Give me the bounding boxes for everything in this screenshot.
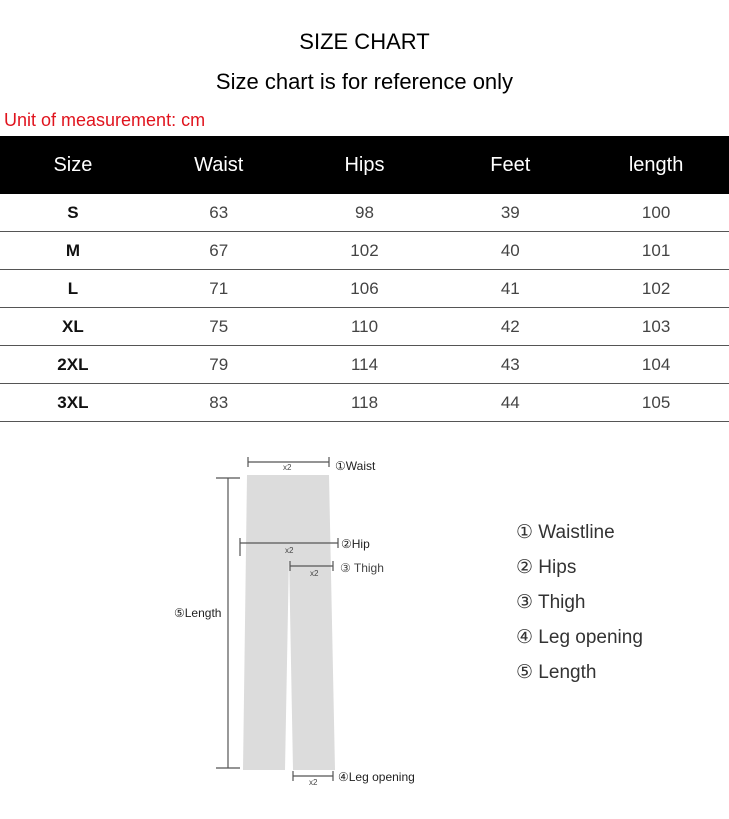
- page-subtitle: Size chart is for reference only: [215, 69, 514, 94]
- cell-hips: 110: [292, 308, 438, 346]
- header-feet: Feet: [437, 136, 583, 194]
- waist-label: ①Waist: [335, 459, 376, 473]
- cell-length: 104: [583, 346, 729, 384]
- legend-item-waistline: ① Waistline: [516, 522, 615, 543]
- cell-size: M: [0, 232, 146, 270]
- cell-waist: 79: [146, 346, 292, 384]
- cell-feet: 40: [437, 232, 583, 270]
- header-hips: Hips: [292, 136, 438, 194]
- cell-feet: 44: [437, 384, 583, 422]
- unit-note: Unit of measurement: cm: [4, 110, 206, 130]
- cell-size: 3XL: [0, 384, 146, 422]
- cell-hips: 106: [292, 270, 438, 308]
- page-title: SIZE CHART: [299, 29, 430, 54]
- cell-hips: 102: [292, 232, 438, 270]
- waist-x2: x2: [283, 463, 292, 472]
- cell-waist: 83: [146, 384, 292, 422]
- hip-label: ②Hip: [341, 537, 370, 551]
- cell-size: S: [0, 194, 146, 232]
- length-label: ⑤Length: [174, 606, 222, 620]
- header-waist: Waist: [146, 136, 292, 194]
- cell-feet: 43: [437, 346, 583, 384]
- cell-waist: 63: [146, 194, 292, 232]
- cell-hips: 118: [292, 384, 438, 422]
- cell-length: 105: [583, 384, 729, 422]
- cell-length: 100: [583, 194, 729, 232]
- cell-hips: 98: [292, 194, 438, 232]
- cell-length: 101: [583, 232, 729, 270]
- length-measure-line: [216, 478, 240, 768]
- header-size: Size: [0, 136, 146, 194]
- thigh-label: ③ Thigh: [340, 561, 384, 575]
- cell-size: L: [0, 270, 146, 308]
- cell-size: XL: [0, 308, 146, 346]
- cell-feet: 41: [437, 270, 583, 308]
- cell-waist: 75: [146, 308, 292, 346]
- header-length: length: [583, 136, 729, 194]
- cell-feet: 39: [437, 194, 583, 232]
- cell-length: 103: [583, 308, 729, 346]
- legend-item-hips: ② Hips: [516, 557, 577, 578]
- cell-length: 102: [583, 270, 729, 308]
- legend-item-thigh: ③ Thigh: [516, 592, 586, 613]
- leg-x2: x2: [309, 778, 318, 787]
- cell-feet: 42: [437, 308, 583, 346]
- legend-item-leg-opening: ④ Leg opening: [516, 627, 643, 648]
- cell-waist: 67: [146, 232, 292, 270]
- hip-x2: x2: [285, 546, 294, 555]
- legend-item-length: ⑤ Length: [516, 662, 597, 683]
- thigh-x2: x2: [310, 569, 319, 578]
- leg-opening-label: ④Leg opening: [338, 770, 415, 784]
- cell-waist: 71: [146, 270, 292, 308]
- cell-hips: 114: [292, 346, 438, 384]
- pants-silhouette: [243, 475, 335, 770]
- cell-size: 2XL: [0, 346, 146, 384]
- measurement-legend: [516, 520, 643, 695]
